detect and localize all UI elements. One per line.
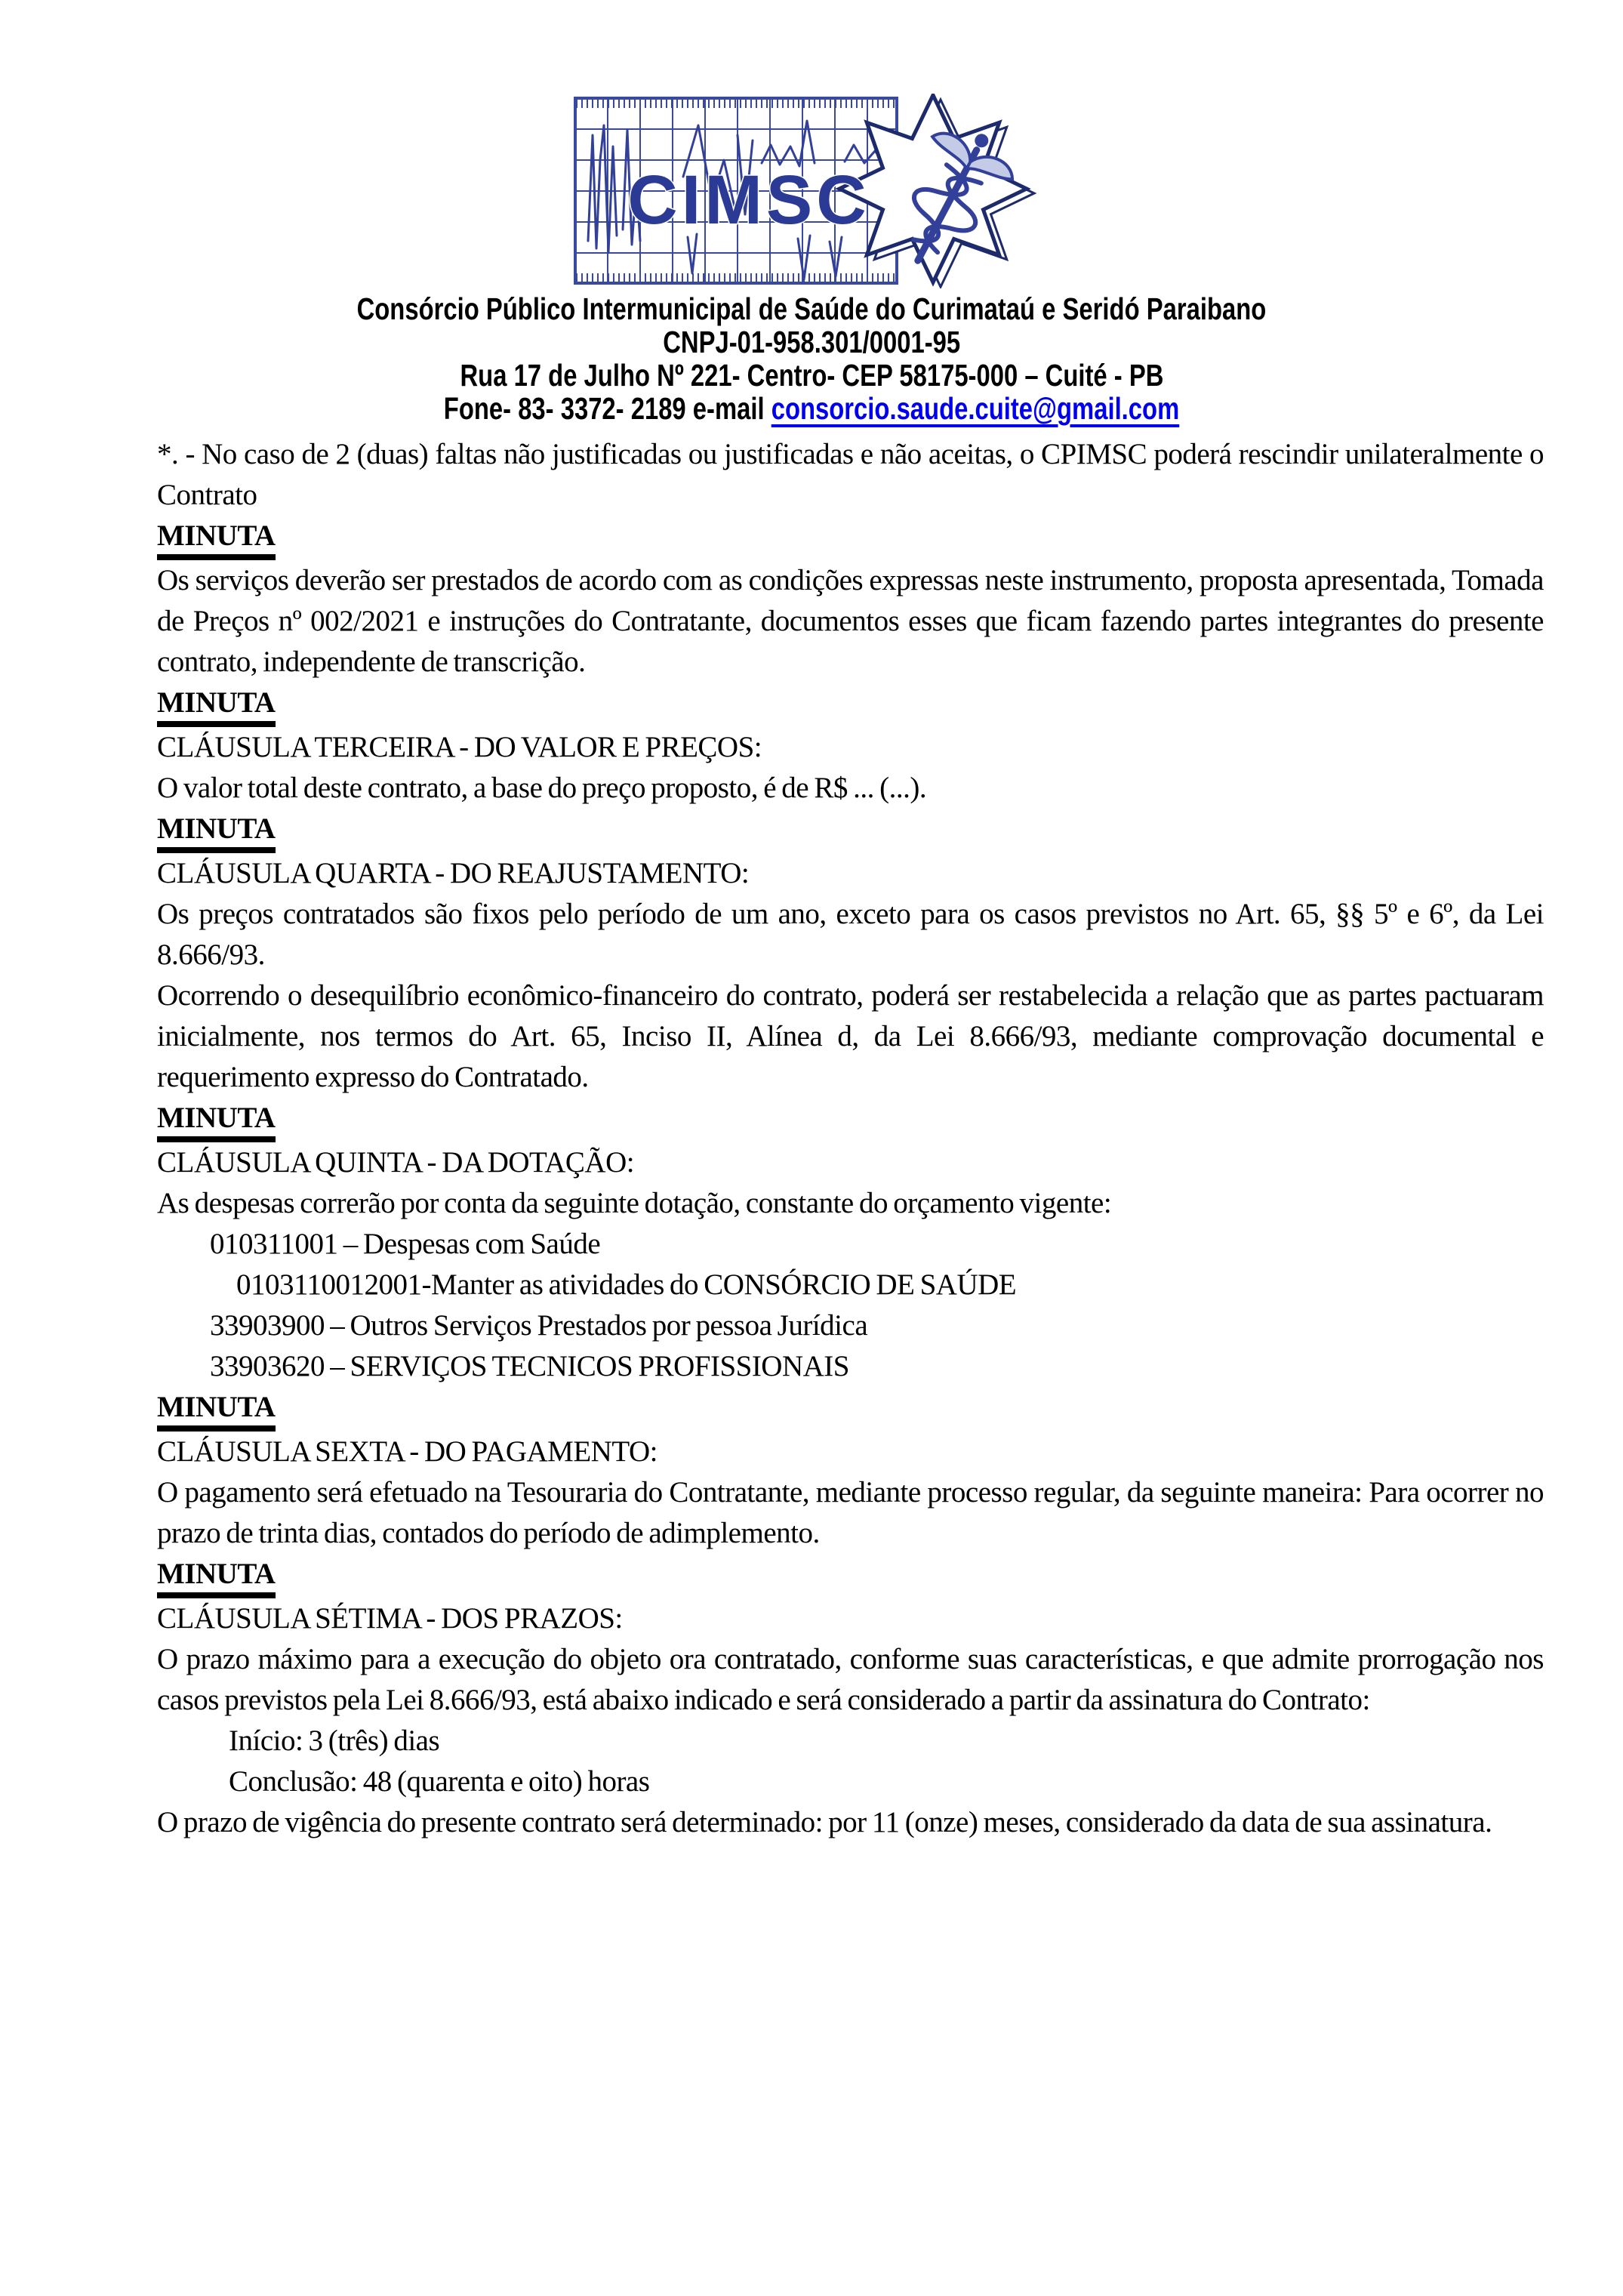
deadline-conclusion-line: Conclusão: 48 (quarenta e oito) horas [229,1765,650,1798]
org-name [0,292,1623,325]
org-contact [0,392,1623,425]
minuta-label: MINUTA [157,1557,276,1598]
minuta-label: MINUTA [157,1390,276,1432]
clause-sixth-text: O pagamento será efetuado na Tesouraria do Contratante, mediante processo regular, da seguinte maneira: Para ocorrer no prazo de trinta dias, contados do período de adimplemento. [157,1476,1544,1549]
deadline-start-line: Início: 3 (três) dias [229,1724,440,1757]
budget-item: 010311001 – Despesas com Saúde [210,1228,601,1260]
org-address [0,359,1623,392]
clause-fifth-intro: As despesas correrão por conta da seguinte dotação, constante do orçamento vigente: [157,1187,1112,1219]
letterhead-logo [0,0,1623,292]
budget-item: 0103110012001-Manter as atividades do CONSÓRCIO DE SAÚDE [236,1268,1017,1301]
clause-fifth-title: CLÁUSULA QUINTA - DA DOTAÇÃO: [157,1146,635,1179]
clause-third-text: O valor total deste contrato, a base do preço proposto, é de R$ ... (...). [157,772,927,804]
minuta-heading-3 [157,809,1544,853]
budget-item: 33903620 – SERVIÇOS TECNICOS PROFISSIONAIS [210,1350,849,1382]
org-cnpj-text: CNPJ-01-958.301/0001-95 [663,325,960,359]
cimsc-logo [573,94,1050,288]
clause-fourth-title: CLÁUSULA QUARTA - DO REAJUSTAMENTO: [157,857,750,889]
org-address-text: Rua 17 de Julho Nº 221- Centro- CEP 58175-000 – Cuité - PB [460,358,1163,393]
clause-sixth-title: CLÁUSULA SEXTA - DO PAGAMENTO: [157,1435,658,1468]
clause-fourth-paragraph-1: Os preços contratados são fixos pelo período de um ano, exceto para os casos previstos no Art. 65, §§ 5º e 6º, da Lei 8.666/93. [157,898,1544,971]
minuta-heading-6 [157,1554,1544,1598]
minuta-heading-2 [157,683,1544,727]
logo-acronym: CIMSC [627,162,870,239]
phone-label: Fone- 83- 3372- 2189 e-mail [443,391,771,426]
minuta-heading-1 [157,516,1544,560]
services-paragraph: Os serviços deverão ser prestados de acordo com as condições expressas neste instrumento, proposta apresentada, Tomada de Preços nº 002/2021 e instruções do Contratante, documentos esses que ficam fazendo partes integrantes do presente contrato, independente de transcrição. [157,564,1544,678]
minuta-label: MINUTA [157,519,276,560]
document-body [0,425,1623,1843]
minuta-heading-5 [157,1387,1544,1432]
clause-third-title: CLÁUSULA TERCEIRA - DO VALOR E PREÇOS: [157,731,762,763]
validity-paragraph: O prazo de vigência do presente contrato será determinado: por 11 (onze) meses, considerado da data de sua assinatura. [157,1806,1492,1838]
org-cnpj [0,325,1623,359]
clause-seventh-title: CLÁUSULA SÉTIMA - DOS PRAZOS: [157,1602,623,1635]
minuta-label: MINUTA [157,686,276,727]
minuta-heading-4 [157,1098,1544,1142]
clause-fourth-paragraph-2: Ocorrendo o desequilíbrio econômico-financeiro do contrato, poderá ser restabelecida a relação que as partes pactuaram inicialmente, nos termos do Art. 65, Inciso II, Alínea d, da Lei 8.666/93, mediante comprovação documental e requerimento expresso do Contratado. [157,979,1544,1093]
email-link[interactable]: consorcio.saude.cuite@gmail.com [771,391,1180,426]
letterhead [0,292,1623,425]
minuta-label: MINUTA [157,812,276,853]
minuta-label: MINUTA [157,1101,276,1142]
rescission-note: *. - No caso de 2 (duas) faltas não justificadas ou justificadas e não aceitas, o CPIMSC poderá rescindir unilateralmente o Contrato [157,438,1544,511]
clause-seventh-intro: O prazo máximo para a execução do objeto ora contratado, conforme suas características, e que admite prorrogação nos casos previstos pela Lei 8.666/93, está abaixo indicado e será considerado a partir da assinatura do Contrato: [157,1643,1544,1716]
org-name-text: Consórcio Público Intermunicipal de Saúde do Curimataú e Seridó Paraibano [356,291,1267,326]
budget-item: 33903900 – Outros Serviços Prestados por pessoa Jurídica [210,1309,868,1342]
